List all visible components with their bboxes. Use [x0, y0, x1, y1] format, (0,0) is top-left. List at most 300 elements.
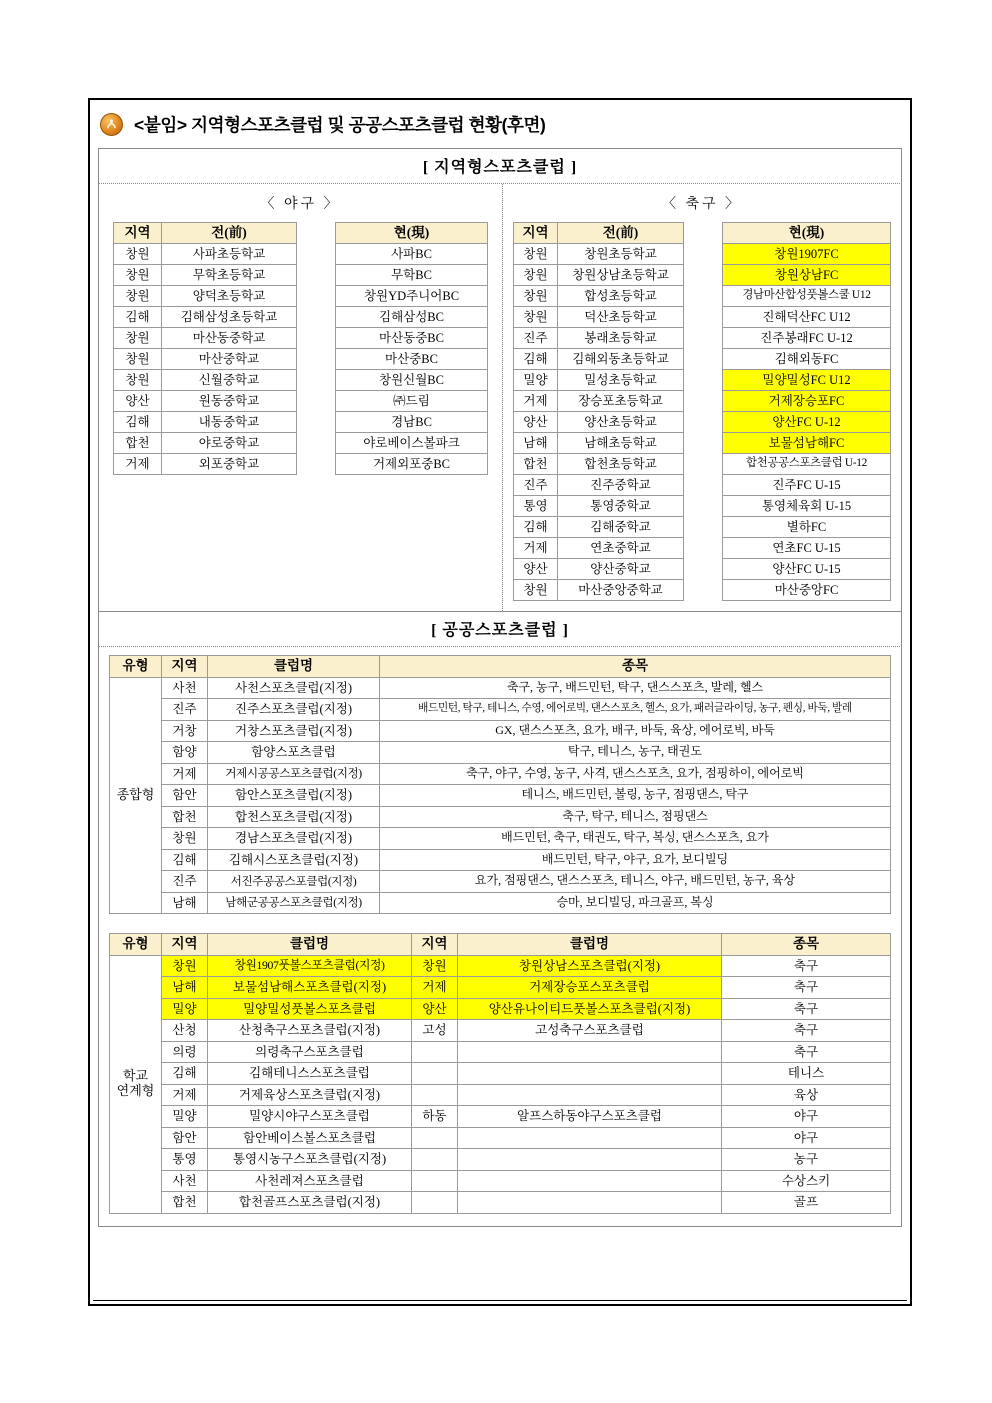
- table-header-row: [110, 934, 891, 956]
- table-row: [110, 892, 891, 914]
- club-name-cell-right: [458, 1063, 722, 1085]
- table-row: [723, 349, 891, 370]
- table-row: [514, 370, 684, 391]
- region-cell-right: [412, 1084, 458, 1106]
- region-cell: 함양: [162, 742, 208, 764]
- current-name-cell: 통영체육회 U-15: [723, 496, 891, 517]
- region-cell: 진주: [162, 871, 208, 893]
- former-name-cell: 합성초등학교: [558, 286, 684, 307]
- region-cell: 거제: [514, 538, 558, 559]
- current-name-cell: 보물섬남해FC: [723, 433, 891, 454]
- club-name-cell-left: 통영시농구스포츠클럽(지정): [208, 1149, 412, 1171]
- table-row: [110, 1084, 891, 1106]
- region-cell: 창원: [514, 580, 558, 601]
- region-cell: 양산: [514, 412, 558, 433]
- soccer-panel: [503, 184, 901, 611]
- region-cell-left: 밀양: [162, 1106, 208, 1128]
- table-row: [514, 559, 684, 580]
- baseball-before-body: [114, 244, 297, 475]
- soccer-panel-title: 〈 축구 〉: [661, 197, 743, 212]
- table-row: [336, 370, 488, 391]
- region-cell: 남해: [162, 892, 208, 914]
- current-name-cell: 합천공공스포츠클럽 U-12: [723, 454, 891, 475]
- region-cell-right: [412, 1127, 458, 1149]
- current-name-cell: 양산FC U-15: [723, 559, 891, 580]
- column-header-events: 종목: [380, 656, 891, 678]
- region-cell: 함안: [162, 785, 208, 807]
- events-cell: 축구, 탁구, 테니스, 점핑댄스: [380, 806, 891, 828]
- table-row: [514, 244, 684, 265]
- region-cell: 창원: [114, 286, 162, 307]
- current-name-cell: 마산중앙FC: [723, 580, 891, 601]
- club-name-cell: 함안스포츠클럽(지정): [208, 785, 380, 807]
- former-name-cell: 양산초등학교: [558, 412, 684, 433]
- column-header-event: 종목: [722, 934, 891, 956]
- table-row: [723, 454, 891, 475]
- region-cell-left: 사천: [162, 1170, 208, 1192]
- former-name-cell: 김해중학교: [558, 517, 684, 538]
- region-cell: 합천: [514, 454, 558, 475]
- regional-section-banner: [ 지역형스포츠클럽 ]: [98, 148, 902, 184]
- event-cell: 축구: [722, 955, 891, 977]
- event-cell: 축구: [722, 977, 891, 999]
- current-name-cell: 경남BC: [336, 412, 488, 433]
- current-name-cell: 창원신월BC: [336, 370, 488, 391]
- comprehensive-club-body: [110, 677, 891, 914]
- event-cell: 야구: [722, 1127, 891, 1149]
- former-name-cell: 무학초등학교: [162, 265, 297, 286]
- table-row: [514, 265, 684, 286]
- table-row: [514, 349, 684, 370]
- column-header-region: 지역: [114, 223, 162, 244]
- table-row: [110, 871, 891, 893]
- soccer-after-table: [722, 222, 891, 601]
- club-name-cell-right: [458, 1041, 722, 1063]
- table-row: [336, 286, 488, 307]
- table-row: [723, 559, 891, 580]
- table-header-row: [110, 656, 891, 678]
- soccer-tables-wrap: [503, 222, 901, 601]
- club-name-cell-right: 거제장승포스포츠클럽: [458, 977, 722, 999]
- region-cell-right: 하동: [412, 1106, 458, 1128]
- table-row: [114, 391, 297, 412]
- table-row: [110, 977, 891, 999]
- table-row: [336, 265, 488, 286]
- former-name-cell: 봉래초등학교: [558, 328, 684, 349]
- table-row: [114, 454, 297, 475]
- column-header-before: 전(前): [162, 223, 297, 244]
- table-row: [110, 1041, 891, 1063]
- club-name-cell-right: 고성축구스포츠클럽: [458, 1020, 722, 1042]
- former-name-cell: 덕산초등학교: [558, 307, 684, 328]
- former-name-cell: 장승포초등학교: [558, 391, 684, 412]
- table-row: [514, 286, 684, 307]
- table-row: [114, 307, 297, 328]
- school-linked-club-table: [109, 933, 891, 1214]
- former-name-cell: 사파초등학교: [162, 244, 297, 265]
- former-name-cell: 외포중학교: [162, 454, 297, 475]
- table-row: [723, 517, 891, 538]
- former-name-cell: 원동중학교: [162, 391, 297, 412]
- soccer-before-table: [513, 222, 684, 601]
- former-name-cell: 마산중학교: [162, 349, 297, 370]
- region-cell-left: 산청: [162, 1020, 208, 1042]
- club-name-cell-right: 양산유나이티드풋볼스포츠클럽(지정): [458, 998, 722, 1020]
- region-cell-right: [412, 1041, 458, 1063]
- club-name-cell: 남해군공공스포츠클럽(지정): [208, 892, 380, 914]
- current-name-cell: 창원1907FC: [723, 244, 891, 265]
- table-row: [723, 328, 891, 349]
- club-name-cell-left: 산청축구스포츠클럽(지정): [208, 1020, 412, 1042]
- table-row: [110, 763, 891, 785]
- baseball-panel-title: 〈 야구 〉: [260, 197, 341, 212]
- former-name-cell: 창원상남초등학교: [558, 265, 684, 286]
- former-name-cell: 김해외동초등학교: [558, 349, 684, 370]
- former-name-cell: 신월중학교: [162, 370, 297, 391]
- region-cell: 창원: [514, 286, 558, 307]
- region-cell-right: [412, 1192, 458, 1214]
- column-header-club1: 클럽명: [208, 934, 412, 956]
- table-row: [110, 1020, 891, 1042]
- event-cell: 테니스: [722, 1063, 891, 1085]
- table-row: [114, 244, 297, 265]
- event-cell: 농구: [722, 1149, 891, 1171]
- table-header-row: [114, 223, 297, 244]
- school-linked-club-body: [110, 955, 891, 1213]
- region-cell-left: 남해: [162, 977, 208, 999]
- table-row: [723, 286, 891, 307]
- region-cell: 진주: [514, 475, 558, 496]
- table-row: [514, 538, 684, 559]
- table-row: [114, 286, 297, 307]
- region-cell-right: 창원: [412, 955, 458, 977]
- column-header-after: 현(現): [723, 223, 891, 244]
- region-cell-left: 김해: [162, 1063, 208, 1085]
- club-name-cell: 함양스포츠클럽: [208, 742, 380, 764]
- transition-arrow-baseball: [297, 222, 335, 475]
- region-cell-right: 양산: [412, 998, 458, 1020]
- table-row: [110, 806, 891, 828]
- club-name-cell-left: 함안베이스볼스포츠클럽: [208, 1127, 412, 1149]
- region-cell: 창원: [514, 244, 558, 265]
- events-cell: 배드민턴, 탁구, 테니스, 수영, 에어로빅, 댄스스포츠, 헬스, 요가, 패러글라이딩, 농구, 펜싱, 바둑, 발레: [380, 699, 891, 721]
- club-name-cell: 진주스포츠클럽(지정): [208, 699, 380, 721]
- current-name-cell: ㈜드림: [336, 391, 488, 412]
- type-label-line1: 학교: [122, 1068, 149, 1084]
- table-row: [514, 412, 684, 433]
- table-row: [514, 475, 684, 496]
- current-name-cell: 연초FC U-15: [723, 538, 891, 559]
- current-name-cell: 창원YD주니어BC: [336, 286, 488, 307]
- table-row: [723, 538, 891, 559]
- current-name-cell: 경남마산합성풋볼스쿨 U12: [723, 286, 891, 307]
- current-name-cell: 김해외동FC: [723, 349, 891, 370]
- table-row: [110, 699, 891, 721]
- region-cell: 창원: [162, 828, 208, 850]
- table-row: [336, 349, 488, 370]
- table-row: [514, 307, 684, 328]
- region-cell: 합천: [162, 806, 208, 828]
- table-row: [723, 412, 891, 433]
- former-name-cell: 진주중학교: [558, 475, 684, 496]
- region-cell: 밀양: [514, 370, 558, 391]
- region-cell: 창원: [514, 307, 558, 328]
- event-cell: 축구: [722, 1020, 891, 1042]
- club-name-cell-left: 밀양밀성풋볼스포츠클럽: [208, 998, 412, 1020]
- club-name-cell-right: [458, 1192, 722, 1214]
- table-row: [723, 265, 891, 286]
- former-name-cell: 합천초등학교: [558, 454, 684, 475]
- table-row: [514, 328, 684, 349]
- club-name-cell: 합천스포츠클럽(지정): [208, 806, 380, 828]
- region-cell: 거창: [162, 720, 208, 742]
- events-cell: 탁구, 테니스, 농구, 태권도: [380, 742, 891, 764]
- document-page-frame: [88, 98, 912, 1306]
- column-header-club2: 클럽명: [458, 934, 722, 956]
- current-name-cell: 사파BC: [336, 244, 488, 265]
- table-header-row: [514, 223, 684, 244]
- baseball-panel: [99, 184, 503, 611]
- table-row: [723, 580, 891, 601]
- column-header-region2: 지역: [412, 934, 458, 956]
- club-name-cell: 김해시스포츠클럽(지정): [208, 849, 380, 871]
- table-row: [110, 1063, 891, 1085]
- column-header-before: 전(前): [558, 223, 684, 244]
- current-name-cell: 마산동중BC: [336, 328, 488, 349]
- table-row: [723, 307, 891, 328]
- former-name-cell: 연초중학교: [558, 538, 684, 559]
- club-name-cell: 거제시공공스포츠클럽(지정): [208, 763, 380, 785]
- regional-section-body: [98, 184, 902, 612]
- current-name-cell: 거제외포중BC: [336, 454, 488, 475]
- region-cell: 창원: [514, 265, 558, 286]
- page-title: <붙임> 지역형스포츠클럽 및 공공스포츠클럽 현황(후면): [134, 114, 546, 135]
- region-cell: 창원: [114, 349, 162, 370]
- club-name-cell-right: [458, 1170, 722, 1192]
- region-cell: 진주: [162, 699, 208, 721]
- table-row: [110, 785, 891, 807]
- region-cell-left: 창원: [162, 955, 208, 977]
- events-cell: 축구, 농구, 배드민턴, 탁구, 댄스스포츠, 발레, 헬스: [380, 677, 891, 699]
- event-cell: 수상스키: [722, 1170, 891, 1192]
- table-row: [336, 412, 488, 433]
- events-cell: 요가, 점핑댄스, 댄스스포츠, 테니스, 야구, 배드민턴, 농구, 육상: [380, 871, 891, 893]
- region-cell-left: 통영: [162, 1149, 208, 1171]
- current-name-cell: 밀양밀성FC U12: [723, 370, 891, 391]
- club-name-cell-left: 사천레져스포츠클럽: [208, 1170, 412, 1192]
- current-name-cell: 진주FC U-15: [723, 475, 891, 496]
- region-cell: 김해: [162, 849, 208, 871]
- club-name-cell-left: 김해테니스스포츠클럽: [208, 1063, 412, 1085]
- table-row: [723, 433, 891, 454]
- table-row: [514, 496, 684, 517]
- club-name-cell: 경남스포츠클럽(지정): [208, 828, 380, 850]
- table-row: [114, 412, 297, 433]
- table-row: [110, 742, 891, 764]
- column-header-region1: 지역: [162, 934, 208, 956]
- current-name-cell: 마산중BC: [336, 349, 488, 370]
- table-header-row: [723, 223, 891, 244]
- type-cell: [110, 955, 162, 1213]
- region-cell-right: 고성: [412, 1020, 458, 1042]
- current-name-cell: 진주봉래FC U-12: [723, 328, 891, 349]
- event-cell: 축구: [722, 1041, 891, 1063]
- public-section-body: [98, 647, 902, 1227]
- type-cell: 종합형: [110, 677, 162, 914]
- events-cell: 배드민턴, 탁구, 야구, 요가, 보디빌딩: [380, 849, 891, 871]
- former-name-cell: 양산중학교: [558, 559, 684, 580]
- former-name-cell: 김해삼성초등학교: [162, 307, 297, 328]
- baseball-tables-wrap: [99, 222, 502, 475]
- club-name-cell-right: [458, 1084, 722, 1106]
- table-row: [336, 433, 488, 454]
- region-cell: 사천: [162, 677, 208, 699]
- table-row: [336, 391, 488, 412]
- current-name-cell: 양산FC U-12: [723, 412, 891, 433]
- table-row: [110, 677, 891, 699]
- table-row: [514, 517, 684, 538]
- table-row: [514, 454, 684, 475]
- baseball-after-body: [336, 244, 488, 475]
- table-row: [110, 1170, 891, 1192]
- region-cell: 남해: [514, 433, 558, 454]
- current-name-cell: 무학BC: [336, 265, 488, 286]
- club-name-cell-left: 거제육상스포츠클럽(지정): [208, 1084, 412, 1106]
- club-name-cell-right: [458, 1149, 722, 1171]
- region-cell-left: 의령: [162, 1041, 208, 1063]
- baseball-after-table: [335, 222, 488, 475]
- type-label-line2: 연계형: [116, 1083, 155, 1098]
- table-row: [723, 496, 891, 517]
- event-cell: 골프: [722, 1192, 891, 1214]
- table-row: [110, 720, 891, 742]
- region-cell: 거제: [114, 454, 162, 475]
- region-cell-right: [412, 1170, 458, 1192]
- former-name-cell: 마산동중학교: [162, 328, 297, 349]
- table-row: [723, 370, 891, 391]
- table-spacer: [109, 914, 891, 933]
- region-cell: 창원: [114, 265, 162, 286]
- region-cell: 창원: [114, 370, 162, 391]
- former-name-cell: 내동중학교: [162, 412, 297, 433]
- table-row: [514, 391, 684, 412]
- current-name-cell: 김해삼성BC: [336, 307, 488, 328]
- column-header-after: 현(現): [336, 223, 488, 244]
- former-name-cell: 마산중앙중학교: [558, 580, 684, 601]
- table-row: [110, 1149, 891, 1171]
- column-header-region: 지역: [162, 656, 208, 678]
- region-cell: 거제: [514, 391, 558, 412]
- table-row: [110, 955, 891, 977]
- region-cell-left: 밀양: [162, 998, 208, 1020]
- table-row: [723, 391, 891, 412]
- column-header-club: 클럽명: [208, 656, 380, 678]
- soccer-after-body: [723, 244, 891, 601]
- region-cell: 진주: [514, 328, 558, 349]
- region-cell-left: 함안: [162, 1127, 208, 1149]
- region-cell-right: [412, 1063, 458, 1085]
- table-row: [336, 307, 488, 328]
- table-row: [336, 244, 488, 265]
- event-cell: 축구: [722, 998, 891, 1020]
- events-cell: GX, 댄스스포츠, 요가, 배구, 바둑, 육상, 에어로빅, 바둑: [380, 720, 891, 742]
- former-name-cell: 통영중학교: [558, 496, 684, 517]
- column-header-type: 유형: [110, 934, 162, 956]
- table-row: [110, 828, 891, 850]
- table-row: [723, 475, 891, 496]
- club-name-cell: 거창스포츠클럽(지정): [208, 720, 380, 742]
- club-name-cell-left: 보물섬남해스포츠클럽(지정): [208, 977, 412, 999]
- region-cell-left: 거제: [162, 1084, 208, 1106]
- former-name-cell: 밀성초등학교: [558, 370, 684, 391]
- former-name-cell: 양덕초등학교: [162, 286, 297, 307]
- region-cell-left: 합천: [162, 1192, 208, 1214]
- events-cell: 테니스, 배드민턴, 볼링, 농구, 점핑댄스, 탁구: [380, 785, 891, 807]
- region-cell: 김해: [514, 349, 558, 370]
- table-row: [110, 1106, 891, 1128]
- current-name-cell: 창원상남FC: [723, 265, 891, 286]
- comprehensive-club-table: [109, 655, 891, 914]
- current-name-cell: 별하FC: [723, 517, 891, 538]
- table-row: [514, 580, 684, 601]
- club-name-cell-left: 합천골프스포츠클럽(지정): [208, 1192, 412, 1214]
- table-row: [114, 433, 297, 454]
- region-cell: 통영: [514, 496, 558, 517]
- soccer-before-body: [514, 244, 684, 601]
- document-title-row: [90, 100, 910, 148]
- table-row: [336, 454, 488, 475]
- events-cell: 승마, 보디빌딩, 파크골프, 복싱: [380, 892, 891, 914]
- events-cell: 축구, 야구, 수영, 농구, 사격, 댄스스포츠, 요가, 점핑하이, 에어로빅: [380, 763, 891, 785]
- region-cell-right: 거제: [412, 977, 458, 999]
- table-row: [336, 328, 488, 349]
- club-name-cell-right: 창원상남스포츠클럽(지정): [458, 955, 722, 977]
- event-cell: 육상: [722, 1084, 891, 1106]
- event-cell: 야구: [722, 1106, 891, 1128]
- table-row: [110, 849, 891, 871]
- gyeongnam-emblem-icon: [100, 113, 123, 136]
- table-row: [114, 370, 297, 391]
- baseball-before-table: [113, 222, 297, 475]
- former-name-cell: 창원초등학교: [558, 244, 684, 265]
- document-content-area: [98, 148, 902, 1296]
- region-cell: 양산: [514, 559, 558, 580]
- events-cell: 배드민턴, 축구, 태권도, 탁구, 복싱, 댄스스포츠, 요가: [380, 828, 891, 850]
- column-header-type: 유형: [110, 656, 162, 678]
- former-name-cell: 야로중학교: [162, 433, 297, 454]
- right-triangle-icon: [697, 403, 710, 421]
- region-cell: 김해: [114, 412, 162, 433]
- former-name-cell: 남해초등학교: [558, 433, 684, 454]
- region-cell: 김해: [114, 307, 162, 328]
- public-section-banner: [ 공공스포츠클럽 ]: [98, 612, 902, 647]
- transition-arrow-soccer: [684, 222, 722, 601]
- right-triangle-icon: [310, 340, 323, 358]
- club-name-cell-left: 창원1907풋볼스포츠클럽(지정): [208, 955, 412, 977]
- table-row: [514, 433, 684, 454]
- table-row: [110, 998, 891, 1020]
- region-cell: 양산: [114, 391, 162, 412]
- table-row: [114, 265, 297, 286]
- column-header-region: 지역: [514, 223, 558, 244]
- current-name-cell: 거제장승포FC: [723, 391, 891, 412]
- club-name-cell-left: 의령축구스포츠클럽: [208, 1041, 412, 1063]
- region-cell-right: [412, 1149, 458, 1171]
- region-cell: 김해: [514, 517, 558, 538]
- table-row: [110, 1192, 891, 1214]
- club-name-cell-left: 밀양시야구스포츠클럽: [208, 1106, 412, 1128]
- table-row: [723, 244, 891, 265]
